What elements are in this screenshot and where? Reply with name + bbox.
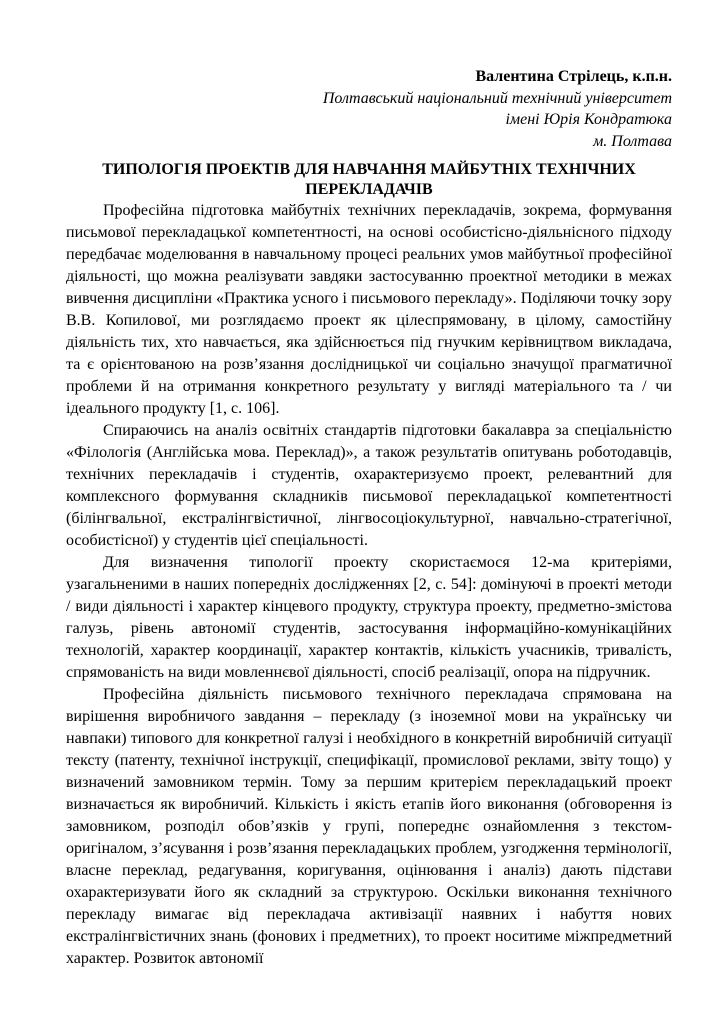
affiliation-university-name: імені Юрія Кондратюка (505, 111, 672, 128)
paragraph-3: Для визначення типології проекту скористаємося 12-ма критеріями, узагальненими в наших попередніх дослідженнях [2, с. 54]: домінуючі в проекті методи / види діяльності і характер кінцевого продукту, структура проекту, предметно-змістова галузь, рівень автономії студентів, застосування інформаційно-комунікаційних технологій, характер координації, характер контактів, кількість учасників, тривалість, спрямованість на види мовленнєвої діяльності, спосіб реалізації, опора на підручник. (66, 554, 672, 681)
paragraph-1: Професійна підготовка майбутніх технічних перекладачів, зокрема, формування письмової перекладацької компетентності, на основі особистісно-діяльнісного підходу передбачає моделювання в навчальному процесі реальних умов майбутньої професійної діяльності, що можна реалізувати завдяки застосуванню проектної методики в межах вивчення дисципліни «Практика усного і письмового перекладу». Поділяючи точку зору В.В. Копилової, ми розглядаємо проект як цілеспрямовану, в цілому, самостійну діяльність тих, хто навчається, яка здійснюється під гнучким керівництвом викладача, та є орієнтованою на розв’язання дослідницької чи соціально значущої прагматичної проблеми й на отримання конкретного результату у вигляді матеріального та / чи ідеального продукту [1, с. 106]. (66, 202, 672, 417)
affiliation-university: Полтавський національний технічний університет (322, 89, 672, 107)
paragraph-2: Спираючись на аналіз освітніх стандартів підготовки бакалавра за спеціальністю «Філологія (Англійська мова. Переклад)», а також результатів опитувань роботодавців, технічних перекладачів і студентів, охарактеризуємо проект, релевантний для комплексного формування складників письмової перекладацької компетентності (білінгвальної, екстралінгвістичної, лінгвосоціокультурної, навчально-стратегічної, особистісної) у студентів цієї спеціальності. (66, 422, 672, 549)
paragraph-4: Професійна діяльність письмового технічного перекладача спрямована на вирішення виробничого завдання – перекладу (з іноземної мови на українську чи навпаки) типового для конкретної галузі і необхідного в конкретній виробничій ситуації тексту (патенту, технічної інструкції, специфікації, промислової реклами, звіту тощо) у визначений замовником термін. Тому за першим критерієм перекладацький проект визначається як виробничий. Кількість і якість етапів його виконання (обговорення із замовником, розподіл обов’язків у групі, попереднє ознайомлення з текстом-оригіналом, з’ясування і розв’язання перекладацьких проблем, узгодження термінології, власне переклад, редагування, коригування, оцінювання і аналіз) дають підстави охарактеризувати його як складний за структурою. Оскільки виконання технічного перекладу вимагає від перекладача активізації наявних і набуття нових екстралінгвістичних знань (фонових і предметних), то проект носитиме міжпредметний характер. Розвиток автономії (66, 686, 672, 967)
affiliation-city: м. Полтава (593, 132, 672, 150)
author-block (200, 66, 672, 152)
author-name: Валентина Стрілець, к.п.н. (475, 68, 672, 85)
article-title: ТИПОЛОГІЯ ПРОЕКТІВ ДЛЯ НАВЧАННЯ МАЙБУТНІХ ТЕХНІЧНИХ ПЕРЕКЛАДАЧІВ (102, 161, 636, 198)
article-body (66, 200, 672, 970)
